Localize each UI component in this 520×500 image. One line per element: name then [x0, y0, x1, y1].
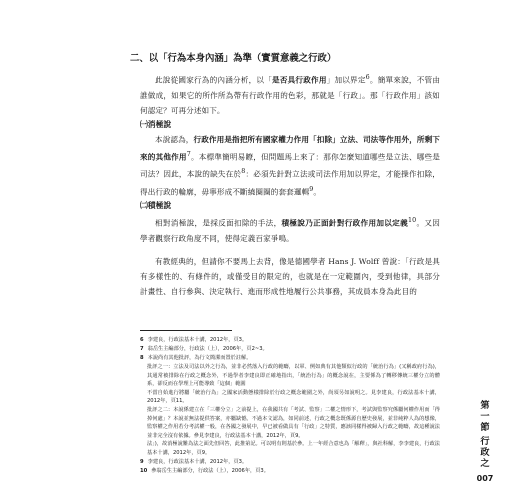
footnote-number: 6: [140, 337, 144, 343]
footnote: [140, 458, 440, 467]
paragraph-definition: [140, 70, 440, 118]
footnote-divider: [140, 330, 232, 331]
footnote: [140, 354, 440, 363]
text-run: ：必須先針對立法或司法作用加以界定，才能操作扣除，得出行政的輪廓，毋寧形成不斷繞圈圈的套套邏輯: [140, 169, 440, 197]
footnote-text: 李建良，行政法基本十講，2012年，頁3。: [147, 458, 248, 465]
side-section-label: [469, 400, 501, 433]
footnote: [140, 345, 440, 354]
text-run: 此說從國家行為的內涵分析，以「: [155, 75, 273, 85]
text-run: 相對消極說，是採反面扣除的手法，: [155, 218, 282, 228]
footnote-number: 10: [140, 467, 148, 474]
emphasis-text: 是否具行政作用: [272, 75, 327, 85]
footnote-body: 法」)，故消極說難為法之面先但回答，此推第記。可以明有則基於參。上一年經合意也為「解釋」，與社科解，李李建良，行政法基本十講，2012年，頁9。: [147, 441, 440, 456]
subheading-positive-theory: ㈡積極說: [140, 201, 172, 211]
footnote-ref: 8: [241, 168, 246, 176]
footnote-body: 批評之二：本說係建立在「三權分立」之前提上，在我國共有「考試、監察」二權之情形下，考試與監察究係屬何權作用而「得掉何處」？本說並無法提供答案，亦屬缺憾。不過本文認為，如同前述，行政之概念既係源自歷史發展，並非純粹人為的想像，監察權之作用若分考試權一般，在各國之發展中，早已被看做具有「行政」之特質，應該同樣得被歸入行政之範疇，故這種說法並非完全沒有依據。參見李建良，行政法基本十講，2012年，頁9。: [147, 406, 440, 439]
text-run: 。本標準簡明易瞭，但問題馬上來了：那你怎麼知道哪些是立法、哪些是司法？因此，本說的缺失在於: [140, 152, 440, 179]
footnote-number: 7: [140, 346, 144, 352]
footnote-ref: 7: [186, 150, 191, 158]
page-number: 007: [476, 474, 494, 483]
side-char: 政: [480, 447, 490, 458]
paragraph-negative-theory: [140, 132, 440, 200]
text-run: 本說認為，: [155, 134, 194, 144]
footnote: [140, 467, 440, 476]
section-heading: 二、以「行為本身內涵」為準（實質意義之行政）: [130, 53, 337, 64]
footnote-ref: 9: [309, 185, 314, 193]
paragraph-wolff-quote: 有教經典的，但請你不要馬上去背，像是德國學者 Hans J. Wolff 曾說：「行政是具有多樣性的、有條件的，或僅受目的限定的，也就是在一定範圍內，受到他律，具部分計畫性、自行參與、決定執行、進而形成性地履行公共事務，其成員本身為此目的: [140, 256, 440, 296]
side-char: 之: [480, 458, 490, 469]
text-run: 。簡單來說，不管由誰做成，如果它的所作所為帶有行政作用的色彩，那就是「行政」。那「行政作用」該如何認定？可再分述如下。: [140, 75, 441, 115]
footnote-ref: 10: [408, 217, 417, 225]
main-text: [130, 52, 441, 299]
text-run: 」加以界定: [326, 75, 366, 85]
side-char: 節: [480, 422, 490, 433]
footnote-number: 9: [140, 458, 144, 465]
paragraph-positive-theory: [140, 213, 440, 246]
footnote-ref: 6: [365, 74, 370, 81]
subheading-negative-theory: ㈠消極說: [140, 119, 172, 129]
footnote-text: 李建良，行政法基本十講，2012年，頁3。: [147, 337, 248, 343]
text-run: 。又因學者觀察行政角度不同，使得定義百家爭鳴。: [140, 218, 440, 243]
footnote-body: 不當自始進行將屬「統治行為」之國家活動態樣排除於行政之概念範圍之外，尚須另如說明之。見李建良，行政法基本十講，2012年，頁11。: [147, 389, 440, 405]
footnote-text: 參翁岳生主編部分，行政法（上），2006年，頁3。: [151, 467, 269, 474]
footnote: [140, 336, 440, 345]
footnote-number: 8: [140, 355, 144, 361]
emphasis-text: 積極說乃正面針對行政作用加以定義: [281, 218, 408, 228]
emphasis-text: 行政作用是指把所有國家權力作用「扣除」立法、司法等作用外，所剩下來的其他作用: [140, 134, 440, 162]
side-char: 行: [480, 436, 490, 447]
footnote-text: 本說尚有其他批評，為行文簡潔而置於註解。: [147, 355, 252, 361]
footnotes: [140, 336, 440, 476]
side-char: 第: [480, 400, 490, 411]
side-char: 一: [480, 411, 490, 422]
text-run: 。: [313, 187, 322, 197]
side-chapter-label: [469, 436, 501, 469]
footnote-text: 翁岳生主編部分，行政法（上），2006年，頁2~3。: [147, 346, 268, 352]
footnote-body: 批評之一：立法及司法以外之行為，並非必然落入行政的範疇，以軍、例如典有其他類似行政的「統治行為」(又稱政府行為)，其通常被排除在行政之概念外，不過學者李建良即正確地指出，「統治行為」的概念說在，主要係為了轉移傳統三權分立的體系，卻反而在學理上可能導致「這個」範圍: [147, 364, 440, 388]
